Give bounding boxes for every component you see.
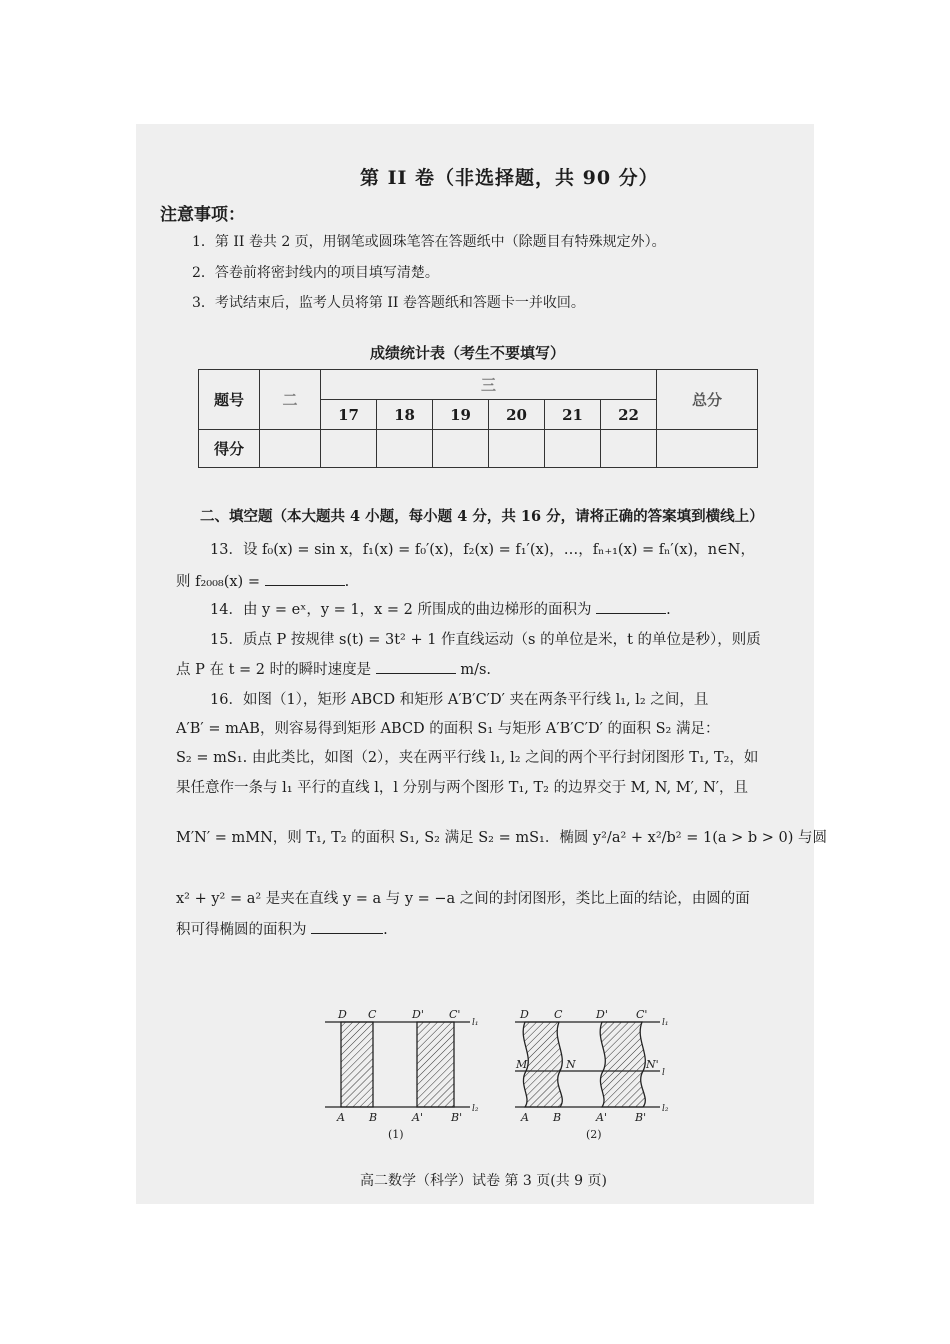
figure-1-caption: (1) bbox=[388, 1128, 404, 1141]
figure-t2 bbox=[600, 1022, 645, 1107]
row-label-score: 得分 bbox=[199, 430, 260, 468]
question-number: 19 bbox=[433, 400, 489, 430]
total-header: 总分 bbox=[657, 370, 758, 430]
rectangle-a2b2c2d2 bbox=[417, 1022, 454, 1107]
answer-blank-15 bbox=[376, 659, 456, 674]
section-two-header: 二 bbox=[260, 370, 321, 430]
question-15-line-1: 15．质点 P 按规律 s(t) = 3t² + 1 作直线运动（s 的单位是米，t 的单位是秒），则质 bbox=[210, 632, 761, 648]
question-16-line-5: M′N′ = mMN，则 T₁, T₂ 的面积 S₁, S₂ 满足 S₂ = mS₁．椭圆 y²/a² + x²/b² = 1(a > b > 0) 与圆 bbox=[176, 830, 828, 846]
label-c: C bbox=[368, 1008, 377, 1021]
score-cell bbox=[657, 430, 758, 468]
score-cell bbox=[377, 430, 433, 468]
notice-item-3: 3．考试结束后，监考人员将第 II 卷答题纸和答题卡一并收回。 bbox=[192, 295, 585, 311]
label-l2: l₂ bbox=[662, 1104, 669, 1114]
figure-t1 bbox=[523, 1022, 562, 1107]
question-16-line-2: A′B′ = mAB，则容易得到矩形 ABCD 的面积 S₁ 与矩形 A′B′C′D′ 的面积 S₂ 满足： bbox=[176, 721, 720, 737]
question-16-line-1: 16．如图（1），矩形 ABCD 和矩形 A′B′C′D′ 夹在两条平行线 l₁, l₂ 之间，且 bbox=[210, 692, 709, 708]
figure-2 bbox=[515, 1008, 669, 1141]
label-d: D bbox=[338, 1008, 347, 1021]
label-c-prime: C' bbox=[636, 1008, 648, 1021]
answer-blank-14 bbox=[596, 599, 666, 614]
notice-heading: 注意事项： bbox=[160, 205, 245, 225]
geometry-figures bbox=[320, 1005, 680, 1155]
score-cell bbox=[433, 430, 489, 468]
label-l1: l₁ bbox=[662, 1018, 669, 1028]
page-footer: 高二数学（科学）试卷 第 3 页(共 9 页) bbox=[360, 1173, 607, 1189]
question-number: 18 bbox=[377, 400, 433, 430]
question-16-prompt: 积可得椭圆的面积为 bbox=[176, 922, 307, 938]
score-cell bbox=[321, 430, 377, 468]
question-number: 22 bbox=[601, 400, 657, 430]
figure-2-caption: (2) bbox=[586, 1128, 602, 1141]
label-l: l bbox=[662, 1068, 665, 1078]
label-b-prime: B' bbox=[635, 1111, 647, 1124]
notice-item-2: 2．答卷前将密封线内的项目填写清楚。 bbox=[192, 265, 439, 281]
fill-in-section-heading: 二、填空题（本大题共 4 小题，每小题 4 分，共 16 分，请将正确的答案填到横线上） bbox=[200, 508, 764, 525]
label-l1: l₁ bbox=[472, 1018, 479, 1028]
question-number: 20 bbox=[489, 400, 545, 430]
label-c-prime: C' bbox=[449, 1008, 461, 1021]
score-cell bbox=[601, 430, 657, 468]
label-d: D bbox=[520, 1008, 529, 1021]
answer-blank-13 bbox=[265, 571, 345, 586]
question-15-line-2 bbox=[176, 658, 491, 679]
question-13-line-1: 13．设 f₀(x) = sin x，f₁(x) = f₀′(x)，f₂(x) = f₁′(x)，…，fₙ₊₁(x) = fₙ′(x)，n∈N， bbox=[210, 542, 755, 558]
question-13-line-2: 则 f₂₀₀₈(x) = . bbox=[176, 570, 349, 591]
question-13-prompt: 则 f₂₀₀₈(x) = bbox=[176, 574, 260, 590]
label-d-prime: D' bbox=[412, 1008, 424, 1021]
question-number: 21 bbox=[545, 400, 601, 430]
label-d-prime: D' bbox=[596, 1008, 608, 1021]
question-15-unit: m/s. bbox=[460, 662, 492, 678]
label-m: M bbox=[516, 1058, 528, 1071]
section-three-header: 三 bbox=[321, 370, 657, 400]
score-table-caption: 成绩统计表（考生不要填写） bbox=[370, 344, 566, 362]
score-table bbox=[198, 369, 758, 468]
row-label-question: 题号 bbox=[199, 370, 260, 430]
label-c: C bbox=[554, 1008, 563, 1021]
answer-blank-16 bbox=[311, 919, 383, 934]
rectangle-abcd bbox=[341, 1022, 373, 1107]
label-b-prime: B' bbox=[451, 1111, 463, 1124]
label-a: A bbox=[337, 1111, 345, 1124]
question-15-prompt: 点 P 在 t = 2 时的瞬时速度是 bbox=[176, 662, 372, 678]
label-n: N bbox=[566, 1058, 576, 1071]
question-16-line-3: S₂ = mS₁. 由此类比，如图（2），夹在两平行线 l₁, l₂ 之间的两个平行封闭图形 T₁, T₂，如 bbox=[176, 750, 759, 766]
label-a-prime: A' bbox=[412, 1111, 423, 1124]
score-cell bbox=[260, 430, 321, 468]
question-14: 14．由 y = eˣ，y = 1，x = 2 所围成的曲边梯形的面积为 . bbox=[210, 598, 671, 619]
figure-1 bbox=[325, 1008, 479, 1141]
section-title: 第 II 卷（非选择题，共 90 分） bbox=[360, 167, 659, 189]
question-number: 17 bbox=[321, 400, 377, 430]
label-b: B bbox=[369, 1111, 378, 1124]
label-l2: l₂ bbox=[472, 1104, 479, 1114]
question-14-prompt: 14．由 y = eˣ，y = 1，x = 2 所围成的曲边梯形的面积为 bbox=[210, 602, 592, 618]
question-16-line-7: 积可得椭圆的面积为 . bbox=[176, 918, 388, 939]
label-a: A bbox=[521, 1111, 529, 1124]
score-cell bbox=[489, 430, 545, 468]
notice-item-1: 1．第 II 卷共 2 页，用钢笔或圆珠笔答在答题纸中（除题目有特殊规定外）。 bbox=[192, 234, 666, 250]
label-n-prime: N' bbox=[646, 1058, 659, 1071]
question-16-line-6: x² + y² = a² 是夹在直线 y = a 与 y = −a 之间的封闭图形，类比上面的结论，由圆的面 bbox=[176, 891, 750, 907]
label-b: B bbox=[553, 1111, 562, 1124]
label-a-prime: A' bbox=[596, 1111, 607, 1124]
question-16-line-4: 果任意作一条与 l₁ 平行的直线 l，l 分别与两个图形 T₁, T₂ 的边界交于 M, N, M′, N′，且 bbox=[176, 780, 749, 796]
score-cell bbox=[545, 430, 601, 468]
